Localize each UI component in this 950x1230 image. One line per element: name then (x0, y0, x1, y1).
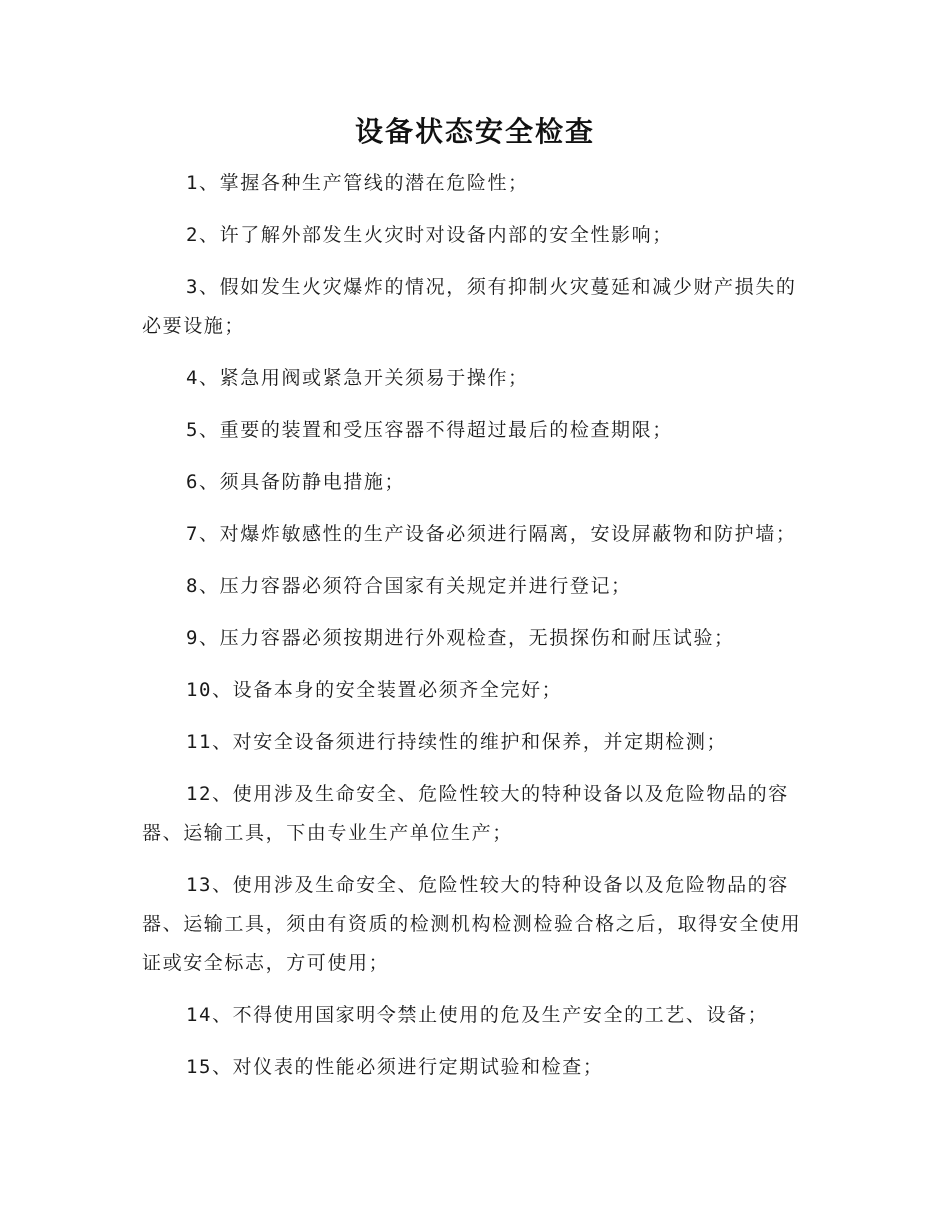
checklist-item-13: 13、使用涉及生命安全、危险性较大的特种设备以及危险物品的容器、运输工具，须由有资质的检测机构检测检验合格之后，取得安全使用证或安全标志，方可使用； (142, 874, 802, 974)
checklist-item-10: 10、设备本身的安全装置必须齐全完好； (186, 679, 563, 701)
checklist (142, 164, 814, 1100)
checklist-item-4: 4、紧急用阀或紧急开关须易于操作； (186, 367, 529, 389)
checklist-item-2: 2、许了解外部发生火灾时对设备内部的安全性影响； (186, 224, 673, 246)
checklist-item-14: 14、不得使用国家明令禁止使用的危及生产安全的工艺、设备； (186, 1004, 769, 1026)
checklist-item-7: 7、对爆炸敏感性的生产设备必须进行隔离，安设屏蔽物和防护墙； (186, 523, 797, 545)
checklist-item-1: 1、掌握各种生产管线的潜在危险性； (186, 172, 529, 194)
checklist-item-15: 15、对仪表的性能必须进行定期试验和检查； (186, 1056, 604, 1078)
document-title: 设备状态安全检查 (354, 115, 595, 148)
checklist-item-11: 11、对安全设备须进行持续性的维护和保养，并定期检测； (186, 731, 728, 753)
checklist-item-12: 12、使用涉及生命安全、危险性较大的特种设备以及危险物品的容器、运输工具，下由专业生产单位生产； (142, 783, 789, 844)
checklist-item-5: 5、重要的装置和受压容器不得超过最后的检查期限； (186, 419, 673, 441)
checklist-item-3: 3、假如发生火灾爆炸的情况，须有抑制火灾蔓延和减少财产损失的必要设施； (142, 276, 797, 337)
checklist-item-6: 6、须具备防静电措施； (186, 471, 406, 493)
checklist-item-9: 9、压力容器必须按期进行外观检查，无损探伤和耐压试验； (186, 627, 735, 649)
checklist-item-8: 8、压力容器必须符合国家有关规定并进行登记； (186, 575, 632, 597)
